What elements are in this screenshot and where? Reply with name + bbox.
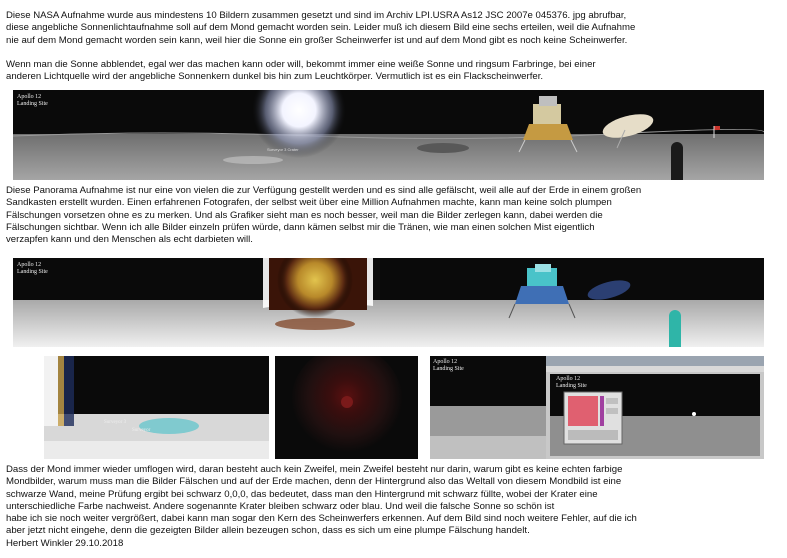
inverted-panorama-site-label: Apollo 12 Landing Site bbox=[17, 262, 48, 275]
detail-site-label: Apollo 12 Landing Site bbox=[433, 359, 464, 372]
conclusion-paragraph: Dass der Mond immer wieder umflogen wird, daran besteht auch kein Zweifel, mein Zweifel besteht nur darin, warum gibt es keine echten farbige Mondbilder, warum muss man die Bilder Fälschen und auf der Erde machen, denn der Hintergrund also das Weltall von diesem Mondbild ist eine schwarze Wand, meine Prüfung ergibt bei schwarz 0,0,0, das bedeutet, dass man den Hintergrund mit schwarz füllte, wobei der Krater eine unterschiedliche Farbe nachweist. Andere sogenannte Krater bleiben schwarz oder blau. Und weil die falsche Sonne so schön ist habe ich sie noch weiter vergrößert, dabei kann man sogar den Kern des Scheinwerfers erkennen. Auf dem Bild sind noch weitere Fehler, auf die ich aber jetzt nicht eingehe, denn die gezeigten Bilder allein bezeugen schon, dass es sich um eine plumpe Fälschung handelt. bbox=[6, 464, 637, 537]
surveyor-label-b: Surveyor bbox=[132, 428, 151, 433]
panorama-image bbox=[13, 90, 764, 180]
intro-paragraph: Diese NASA Aufnahme wurde aus mindestens 10 Bildern zusammen gesetzt und sind im Archiv LPI.USRA As12 JSC 2007e 045376. jpg abrufbar, diese angebliche Sonnenlichtaufnahme soll auf dem Mond gemacht worden sein. Leider muß ich diesem Bild eine sechs erteilen, weil die Aufnahme nie auf dem Mond gemacht worden sein kann, weil hier die Sonne ein großer Scheinwerfer ist und auf dem Mond gibt es noch keine Scheinwerfer. bbox=[6, 10, 636, 46]
crater-crop-image bbox=[44, 356, 269, 459]
panorama-paragraph: Diese Panorama Aufnahme ist nur eine von vielen die zur Verfügung gestellt werden und es sind alle gefälscht, weil alle auf der Erde in einem großen Sandkasten erstellt wurden. Einen erfahrenen Fotografen, der selbst weit über eine Million Aufnahmen machte, kann man keine solch plumpen Fälschungen vorsetzen ohne es zu merken. Und als Grafiker sieht man es noch besser, weil man die Bilder zerlegen kann, dabei werden die Fälschungen sichtbar. Wenn ich alle Bilder einzeln prüfen würde, dann kämen selbst mir die Tränen, wie man einen solchen Mist eigentlich verzapfen kann und den Menschen als echt darbieten will. bbox=[6, 185, 642, 246]
color-picker-screenshot bbox=[546, 356, 764, 459]
inverted-panorama-image bbox=[13, 258, 764, 347]
editor-site-label: Apollo 12 Landing Site bbox=[556, 376, 587, 389]
panorama-detail-image bbox=[430, 356, 546, 459]
spotlight-paragraph: Wenn man die Sonne abblendet, egal wer das machen kann oder will, bekommt immer eine weiße Sonne und ringsum Farbringe, bei einer anderen Lichtquelle wird der angebliche Sonnenkern dunkel bis hin zum Leuchtkörper. Vermutlich ist es ein Flackscheinwerfer. bbox=[6, 59, 596, 83]
sun-enlargement-image bbox=[275, 356, 418, 459]
surveyor-crater-label: Surveyor 3 Crater bbox=[267, 147, 299, 152]
panorama-site-label: Apollo 12 Landing Site bbox=[17, 94, 48, 107]
surveyor-label: Surveyor 3 bbox=[104, 420, 127, 425]
signature: Herbert Winkler 29.10.2018 bbox=[6, 538, 124, 549]
